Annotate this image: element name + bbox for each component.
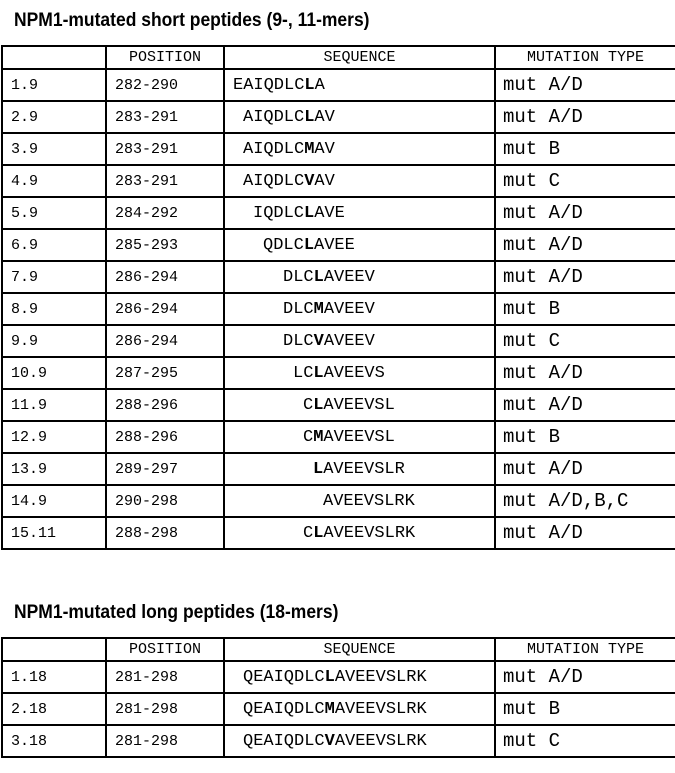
peptide-sequence <box>224 101 495 133</box>
table-row <box>2 325 675 357</box>
peptide-position: 284-292 <box>106 197 224 229</box>
table-row <box>2 693 675 725</box>
mutation-type: mut A/D <box>495 453 675 485</box>
sequence-suffix: AV <box>314 139 335 159</box>
peptide-sequence <box>224 421 495 453</box>
peptide-position: 281-298 <box>106 725 224 757</box>
header-sequence: SEQUENCE <box>224 46 495 69</box>
peptide-sequence <box>224 485 495 517</box>
peptide-position: 288-298 <box>106 517 224 549</box>
sequence-prefix: DLC <box>283 331 314 351</box>
mutated-residue: M <box>313 299 324 319</box>
peptide-id: 2.18 <box>2 693 106 725</box>
sequence-suffix: AVEEVSLRK <box>334 731 427 751</box>
mutation-type: mut B <box>495 133 675 165</box>
sequence-prefix: LC <box>293 363 314 383</box>
sequence-suffix: AV <box>314 171 335 191</box>
sequence-suffix: AVEEVSLRK <box>334 699 427 719</box>
mutation-type: mut C <box>495 725 675 757</box>
short-peptides-table <box>1 45 675 550</box>
mutated-residue: L <box>313 267 324 287</box>
mutated-residue: L <box>304 107 315 127</box>
table-row <box>2 197 675 229</box>
mutated-residue: M <box>313 427 324 447</box>
mutated-residue: V <box>313 331 324 351</box>
header-id <box>2 46 106 69</box>
peptide-sequence <box>224 165 495 197</box>
sequence-suffix: AVEEV <box>323 299 375 319</box>
mutated-residue: L <box>324 667 335 687</box>
mutated-residue: M <box>324 699 335 719</box>
peptide-sequence <box>224 517 495 549</box>
sequence-suffix: AVEEV <box>323 331 375 351</box>
peptide-position: 290-298 <box>106 485 224 517</box>
mutation-type: mut B <box>495 693 675 725</box>
peptide-position: 282-290 <box>106 69 224 101</box>
mutation-type: mut B <box>495 293 675 325</box>
mutation-type: mut B <box>495 421 675 453</box>
short-peptides-title: NPM1-mutated short peptides (9-, 11-mers) <box>14 10 370 31</box>
mutation-type: mut A/D,B,C <box>495 485 675 517</box>
table-row <box>2 165 675 197</box>
table-row <box>2 389 675 421</box>
peptide-position: 281-298 <box>106 693 224 725</box>
sequence-prefix: C <box>303 427 314 447</box>
sequence-prefix: EAIQDLC <box>233 75 305 95</box>
sequence-prefix: QEAIQDLC <box>243 699 325 719</box>
sequence-prefix: C <box>303 523 314 543</box>
peptide-id: 3.9 <box>2 133 106 165</box>
table-header-row <box>2 638 675 661</box>
table-row <box>2 101 675 133</box>
mutation-type: mut C <box>495 325 675 357</box>
mutation-type: mut A/D <box>495 389 675 421</box>
header-position: POSITION <box>106 46 224 69</box>
header-position: POSITION <box>106 638 224 661</box>
mutation-type: mut A/D <box>495 101 675 133</box>
sequence-suffix: AVEEV <box>323 267 375 287</box>
sequence-prefix: AIQDLC <box>243 171 305 191</box>
table-row <box>2 661 675 693</box>
peptide-id: 9.9 <box>2 325 106 357</box>
mutated-residue: L <box>304 75 315 95</box>
peptide-sequence <box>224 389 495 421</box>
mutation-type: mut A/D <box>495 357 675 389</box>
table-row <box>2 133 675 165</box>
mutation-type: mut A/D <box>495 197 675 229</box>
peptide-position: 289-297 <box>106 453 224 485</box>
peptide-sequence <box>224 325 495 357</box>
sequence-prefix: AIQDLC <box>243 107 305 127</box>
sequence-suffix: AVEEVSLR <box>323 459 405 479</box>
peptide-position: 288-296 <box>106 421 224 453</box>
mutation-type: mut C <box>495 165 675 197</box>
peptide-sequence <box>224 661 495 693</box>
table-row <box>2 293 675 325</box>
peptide-id: 10.9 <box>2 357 106 389</box>
table-row <box>2 485 675 517</box>
table-row <box>2 421 675 453</box>
sequence-prefix: DLC <box>283 299 314 319</box>
peptide-sequence <box>224 229 495 261</box>
peptide-position: 283-291 <box>106 133 224 165</box>
peptide-sequence <box>224 693 495 725</box>
peptide-position: 285-293 <box>106 229 224 261</box>
long-peptides-table <box>1 637 675 758</box>
peptide-sequence <box>224 133 495 165</box>
peptide-id: 7.9 <box>2 261 106 293</box>
mutated-residue: L <box>304 203 315 223</box>
mutation-type: mut A/D <box>495 661 675 693</box>
peptide-sequence <box>224 725 495 757</box>
peptide-id: 1.9 <box>2 69 106 101</box>
mutated-residue: V <box>324 731 335 751</box>
sequence-prefix: IQDLC <box>253 203 305 223</box>
sequence-suffix: AVEEVS <box>323 363 385 383</box>
sequence-prefix: C <box>303 395 314 415</box>
sequence-suffix: AVEEVSLRK <box>323 523 416 543</box>
peptide-position: 286-294 <box>106 261 224 293</box>
table-row <box>2 725 675 757</box>
table-header-row <box>2 46 675 69</box>
header-id <box>2 638 106 661</box>
sequence-prefix: AVEEVSLRK <box>323 491 415 511</box>
sequence-suffix: AVEE <box>314 235 355 255</box>
mutated-residue: L <box>313 523 324 543</box>
peptide-sequence <box>224 69 495 101</box>
sequence-suffix: AVEEVSLRK <box>334 667 427 687</box>
peptide-sequence <box>224 293 495 325</box>
sequence-prefix: DLC <box>283 267 314 287</box>
table-row <box>2 261 675 293</box>
peptide-position: 286-294 <box>106 293 224 325</box>
sequence-prefix: AIQDLC <box>243 139 305 159</box>
peptide-position: 283-291 <box>106 165 224 197</box>
sequence-suffix: A <box>314 75 325 95</box>
header-sequence: SEQUENCE <box>224 638 495 661</box>
table-row <box>2 69 675 101</box>
mutation-type: mut A/D <box>495 229 675 261</box>
mutated-residue: L <box>313 363 324 383</box>
table-row <box>2 453 675 485</box>
header-mutation-type: MUTATION TYPE <box>495 638 675 661</box>
peptide-id: 5.9 <box>2 197 106 229</box>
mutated-residue: M <box>304 139 315 159</box>
peptide-id: 8.9 <box>2 293 106 325</box>
peptide-position: 281-298 <box>106 661 224 693</box>
peptide-id: 14.9 <box>2 485 106 517</box>
table-row <box>2 357 675 389</box>
peptide-id: 13.9 <box>2 453 106 485</box>
mutation-type: mut A/D <box>495 261 675 293</box>
peptide-id: 6.9 <box>2 229 106 261</box>
peptide-position: 288-296 <box>106 389 224 421</box>
table-row <box>2 517 675 549</box>
peptide-id: 1.18 <box>2 661 106 693</box>
sequence-suffix: AVEEVSL <box>323 427 395 447</box>
peptide-sequence <box>224 197 495 229</box>
peptide-id: 12.9 <box>2 421 106 453</box>
mutation-type: mut A/D <box>495 69 675 101</box>
mutation-type: mut A/D <box>495 517 675 549</box>
peptide-id: 4.9 <box>2 165 106 197</box>
peptide-id: 11.9 <box>2 389 106 421</box>
mutated-residue: L <box>303 235 315 255</box>
sequence-suffix: AVE <box>314 203 345 223</box>
mutated-residue: L <box>313 395 324 415</box>
peptide-position: 286-294 <box>106 325 224 357</box>
sequence-suffix: AV <box>314 107 335 127</box>
sequence-prefix: QEAIQDLC <box>243 667 325 687</box>
header-mutation-type: MUTATION TYPE <box>495 46 675 69</box>
peptide-sequence <box>224 261 495 293</box>
peptide-id: 3.18 <box>2 725 106 757</box>
peptide-id: 15.11 <box>2 517 106 549</box>
long-peptides-title: NPM1-mutated long peptides (18-mers) <box>14 602 339 623</box>
table-row <box>2 229 675 261</box>
mutated-residue: L <box>313 459 324 479</box>
sequence-prefix: QEAIQDLC <box>243 731 325 751</box>
sequence-suffix: AVEEVSL <box>323 395 395 415</box>
peptide-position: 287-295 <box>106 357 224 389</box>
mutated-residue: V <box>304 171 315 191</box>
peptide-sequence <box>224 453 495 485</box>
sequence-prefix: QDLC <box>263 235 304 255</box>
peptide-id: 2.9 <box>2 101 106 133</box>
peptide-position: 283-291 <box>106 101 224 133</box>
peptide-sequence <box>224 357 495 389</box>
